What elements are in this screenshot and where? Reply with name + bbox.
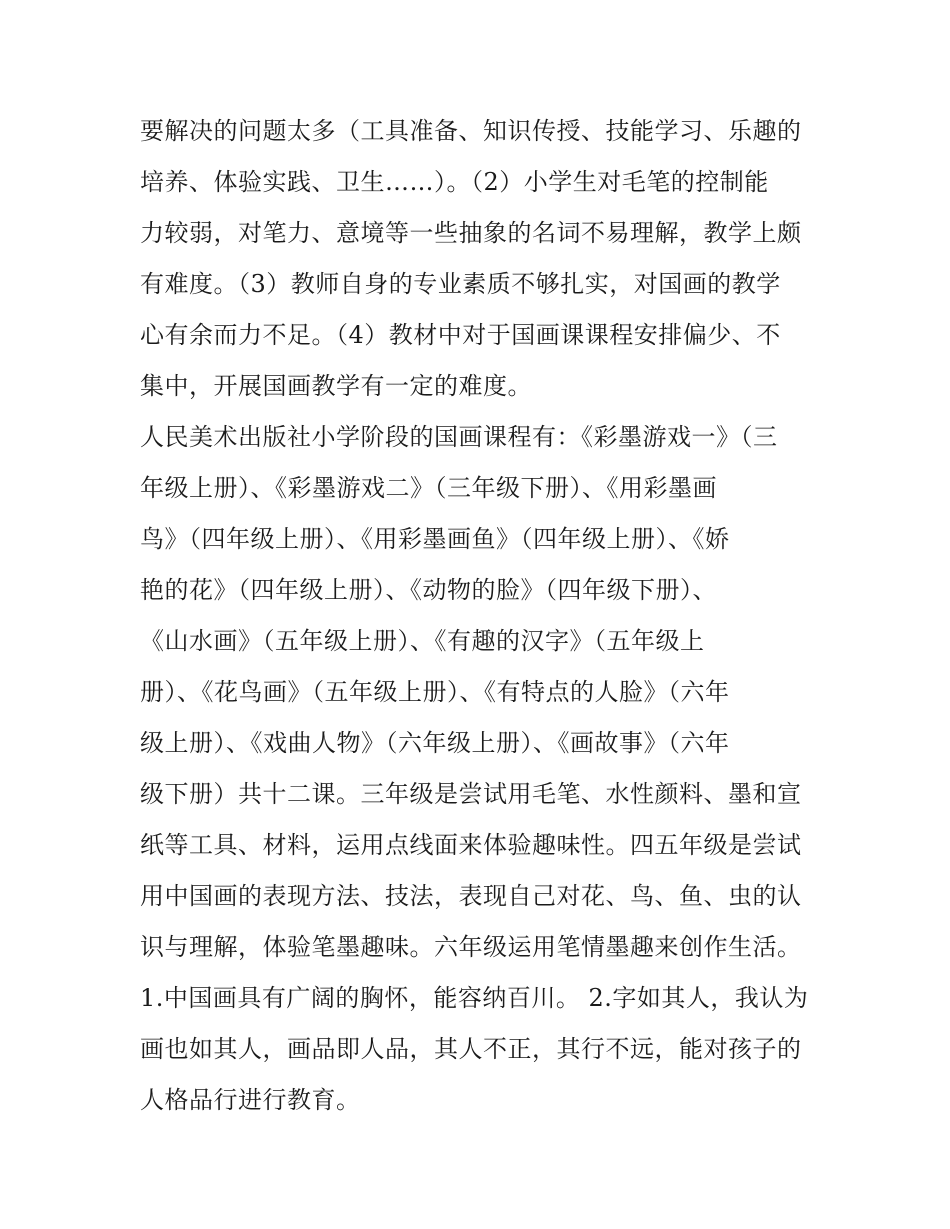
- text-line: 画也如其人，画品即人品，其人不正，其行不远，能对孩子的: [140, 1035, 802, 1063]
- text-line: 人民美术出版社小学阶段的国画课程有：《彩墨游戏一》（三: [140, 423, 778, 451]
- text-line: 艳的花》（四年级上册）、《动物的脸》（四年级下册）、: [140, 576, 717, 604]
- text-line: 纸等工具、材料，运用点线面来体验趣味性。四五年级是尝试: [140, 831, 802, 859]
- text-line: 集中，开展国画教学有一定的难度。: [140, 372, 532, 400]
- text-line: 级上册）、《戏曲人物》（六年级上册）、《画故事》（六年: [140, 729, 730, 757]
- text-line: 力较弱，对笔力、意境等一些抽象的名词不易理解，教学上颇: [140, 219, 802, 247]
- text-line: 级下册）共十二课。三年级是尝试用毛笔、水性颜料、墨和宣: [140, 780, 802, 808]
- text-line: 鸟》（四年级上册）、《用彩墨画鱼》（四年级上册）、《娇: [140, 525, 730, 553]
- text-line: 心有余而力不足。（4）教材中对于国画课课程安排偏少、不: [140, 321, 781, 349]
- body-text: [140, 106, 820, 1126]
- text-line: 识与理解，体验笔墨趣味。六年级运用笔情墨趣来创作生活。: [140, 933, 802, 961]
- text-line: 人格品行进行教育。: [140, 1086, 361, 1114]
- text-line: 1.中国画具有广阔的胸怀，能容纳百川。 2.字如其人，我认为: [140, 984, 809, 1012]
- text-line: 培养、体验实践、卫生……）。（2）小学生对毛笔的控制能: [140, 168, 769, 196]
- text-line: 册）、《花鸟画》（五年级上册）、《有特点的人脸》（六年: [140, 678, 730, 706]
- text-line: 《山水画》（五年级上册）、《有趣的汉字》（五年级上: [140, 627, 705, 655]
- text-line: 有难度。（3）教师自身的专业素质不够扎实，对国画的教学: [140, 270, 781, 298]
- text-line: 要解决的问题太多（工具准备、知识传授、技能学习、乐趣的: [140, 117, 802, 145]
- text-line: 用中国画的表现方法、技法，表现自己对花、鸟、鱼、虫的认: [140, 882, 802, 910]
- text-line: 年级上册）、《彩墨游戏二》（三年级下册）、《用彩墨画: [140, 474, 717, 502]
